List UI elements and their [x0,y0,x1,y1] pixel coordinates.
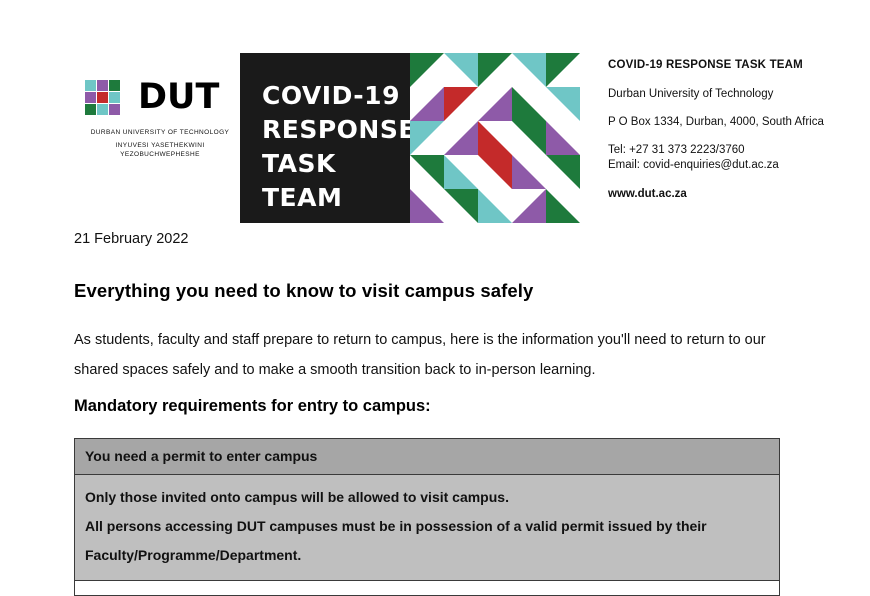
contact-address: P O Box 1334, Durban, 4000, South Africa [608,116,824,128]
covid-banner [240,53,416,223]
table-row-header [75,439,780,475]
dut-tagline-english: DURBAN UNIVERSITY OF TECHNOLOGY [90,129,230,136]
table-row [75,475,780,581]
page-title: Everything you need to know to visit campus safely [74,280,534,301]
dut-logo [85,78,235,159]
dut-tagline-isizulu: INYUVESI YASETHEKWINI YEZOBUCHWEPHESHE [115,142,205,158]
intro-paragraph: As students, faculty and staff prepare to return to campus, here is the information you'll need to return to our shared spaces safely and to make a smooth transition back to in-person learning. [74,332,766,378]
banner-line-1: COVID-19 [262,81,400,110]
requirements-table [74,438,780,596]
table-body-cell [75,475,780,581]
contact-title: COVID-19 RESPONSE TASK TEAM [608,59,803,71]
contact-email[interactable]: Email: covid-enquiries@dut.ac.za [608,159,779,171]
letterhead [0,20,870,215]
banner-line-3: TASK TEAM [262,149,343,212]
table-body-line-2: All persons accessing DUT campuses must be in possession of a valid permit issued by their Faculty/Programme/Department. [85,518,707,563]
contact-telephone: Tel: +27 31 373 2223/3760 [608,144,745,156]
dut-logo-mark-icon [85,80,133,124]
banner-line-2: RESPONSE [262,115,416,144]
contact-website[interactable]: www.dut.ac.za [608,188,687,200]
table-body-line-1: Only those invited onto campus will be allowed to visit campus. [85,489,509,505]
table-header-cell: You need a permit to enter campus [75,439,780,475]
document-date: 21 February 2022 [74,231,189,247]
table-partial-cell [75,581,780,596]
dut-wordmark: DUT [138,77,220,117]
decorative-triangle-pattern [410,53,580,223]
section-subheading: Mandatory requirements for entry to campus: [74,397,431,415]
contact-details [608,58,858,202]
table-row-partial [75,581,780,596]
contact-organisation: Durban University of Technology [608,88,774,100]
